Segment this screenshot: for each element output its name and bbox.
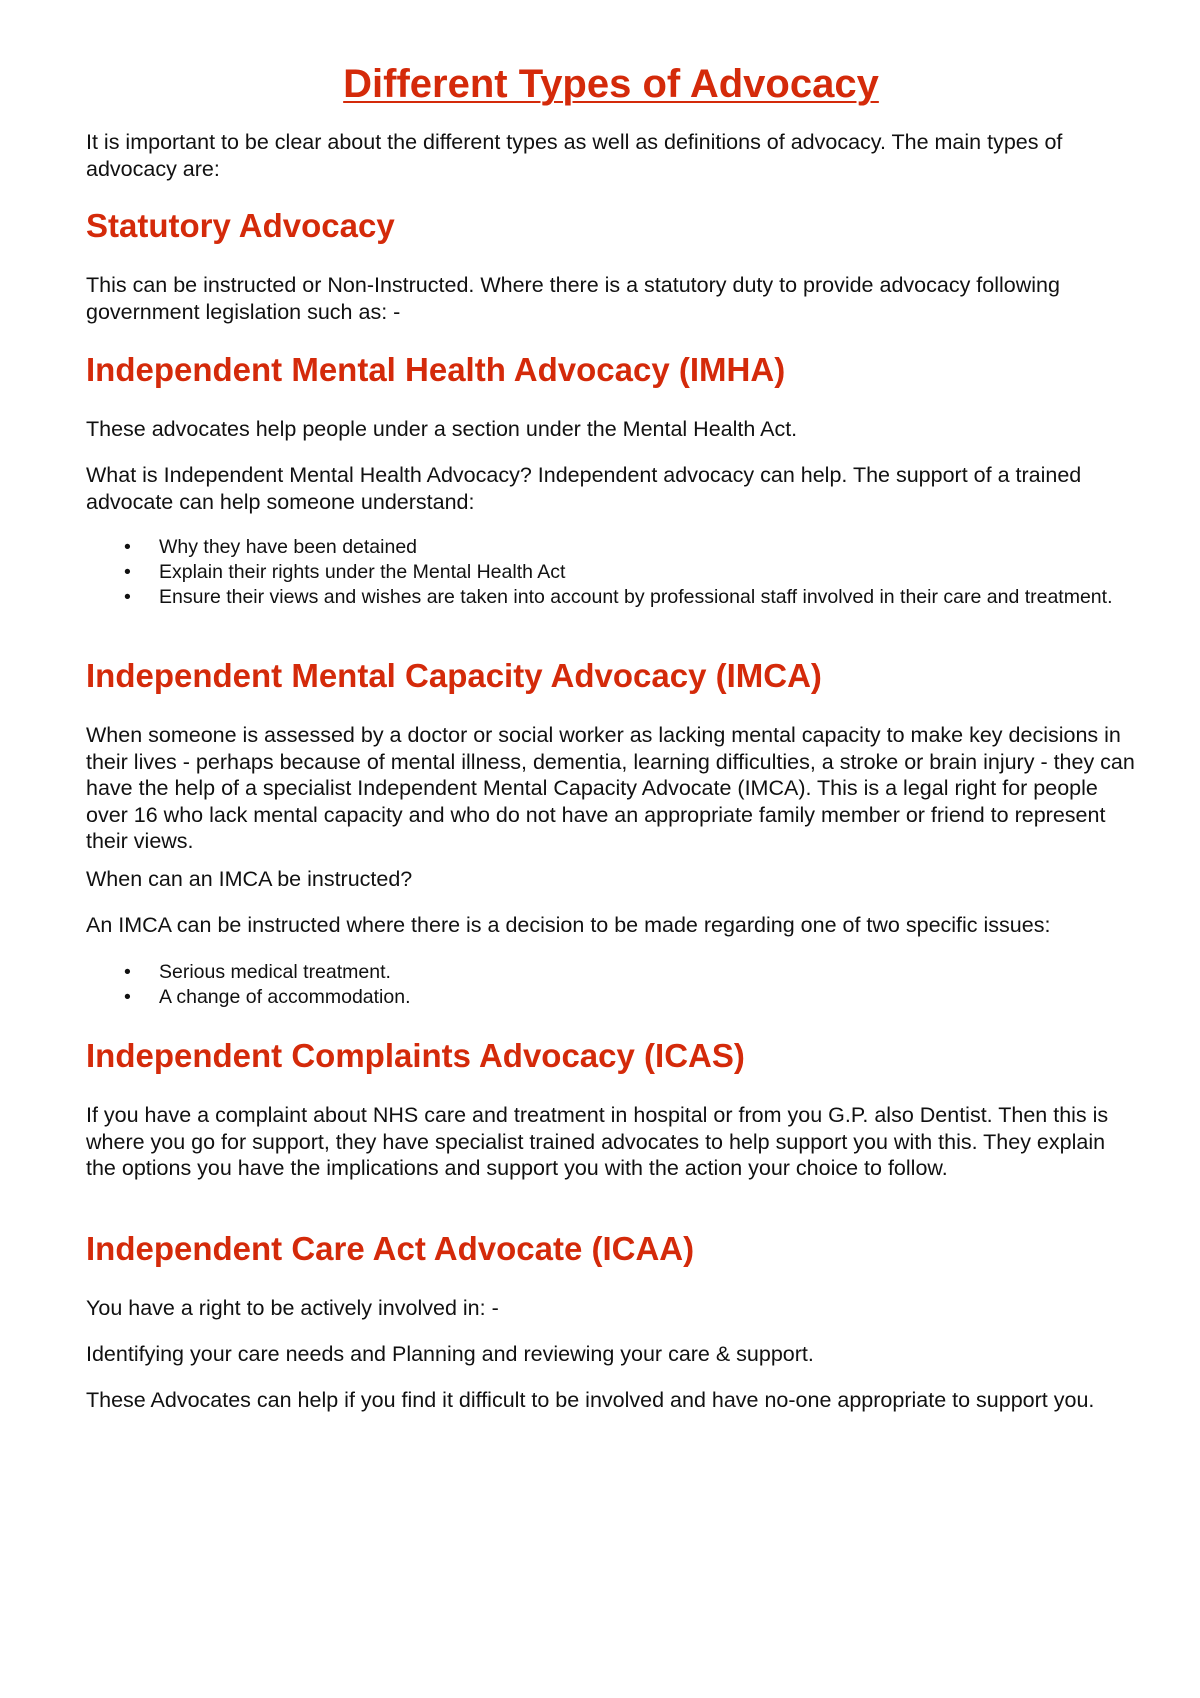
icaa-paragraph-3: These Advocates can help if you find it difficult to be involved and have no-one appropriate to support you.: [86, 1388, 1095, 1412]
bullet-icon: •: [124, 561, 131, 583]
heading-statutory: Statutory Advocacy: [86, 207, 395, 244]
imha-bullet-list: [86, 535, 1136, 610]
imca-bullet-list: [86, 960, 1136, 1010]
list-item: • Why they have been detained: [124, 536, 418, 558]
heading-icaa: Independent Care Act Advocate (ICAA): [86, 1230, 695, 1267]
heading-imha: Independent Mental Health Advocacy (IMHA): [86, 351, 786, 388]
imha-paragraph-1: These advocates help people under a section under the Mental Health Act.: [86, 417, 798, 441]
bullet-icon: •: [124, 586, 131, 608]
imha-paragraph-2: What is Independent Mental Health Advocacy? Independent advocacy can help. The support of a trained advocate can help someone understand:: [86, 463, 1082, 514]
heading-imca: Independent Mental Capacity Advocacy (IMCA): [86, 657, 822, 694]
bullet-icon: •: [124, 536, 131, 558]
heading-icas: Independent Complaints Advocacy (ICAS): [86, 1037, 745, 1074]
intro-paragraph: It is important to be clear about the different types as well as definitions of advocacy. The main types of advocacy are:: [86, 130, 1063, 181]
icaa-paragraph-2: Identifying your care needs and Planning and reviewing your care & support.: [86, 1342, 814, 1366]
page-title: Different Types of Advocacy: [343, 62, 879, 106]
bullet-icon: •: [124, 961, 131, 983]
list-item: • Ensure their views and wishes are taken into account by professional staff involved in their care and treatment.: [124, 586, 1113, 608]
bullet-icon: •: [124, 986, 131, 1008]
list-item: • Explain their rights under the Mental Health Act: [124, 561, 566, 583]
icas-paragraph: If you have a complaint about NHS care and treatment in hospital or from you G.P. also Dentist. Then this is where you go for support, they have specialist trained advocates to help support you with this. They explain the options you have the implications and support you with the action your choice to follow.: [86, 1103, 1109, 1180]
statutory-paragraph: This can be instructed or Non-Instructed. Where there is a statutory duty to provide advocacy following government legislation such as: -: [86, 273, 1060, 324]
list-item: • A change of accommodation.: [124, 986, 411, 1008]
imca-paragraph-3: An IMCA can be instructed where there is a decision to be made regarding one of two specific issues:: [86, 913, 1051, 937]
list-item: • Serious medical treatment.: [124, 961, 391, 983]
icaa-paragraph-1: You have a right to be actively involved in: -: [86, 1296, 499, 1320]
imca-paragraph-1: When someone is assessed by a doctor or social worker as lacking mental capacity to make key decisions in their lives - perhaps because of mental illness, dementia, learning difficulties, a stroke or brain injury - they can have the help of a specialist Independent Mental Capacity Advocate (IMCA). This is a legal right for people over 16 who lack mental capacity and who do not have an appropriate family member or friend to represent their views.: [86, 723, 1135, 853]
imca-paragraph-2: When can an IMCA be instructed?: [86, 867, 413, 891]
